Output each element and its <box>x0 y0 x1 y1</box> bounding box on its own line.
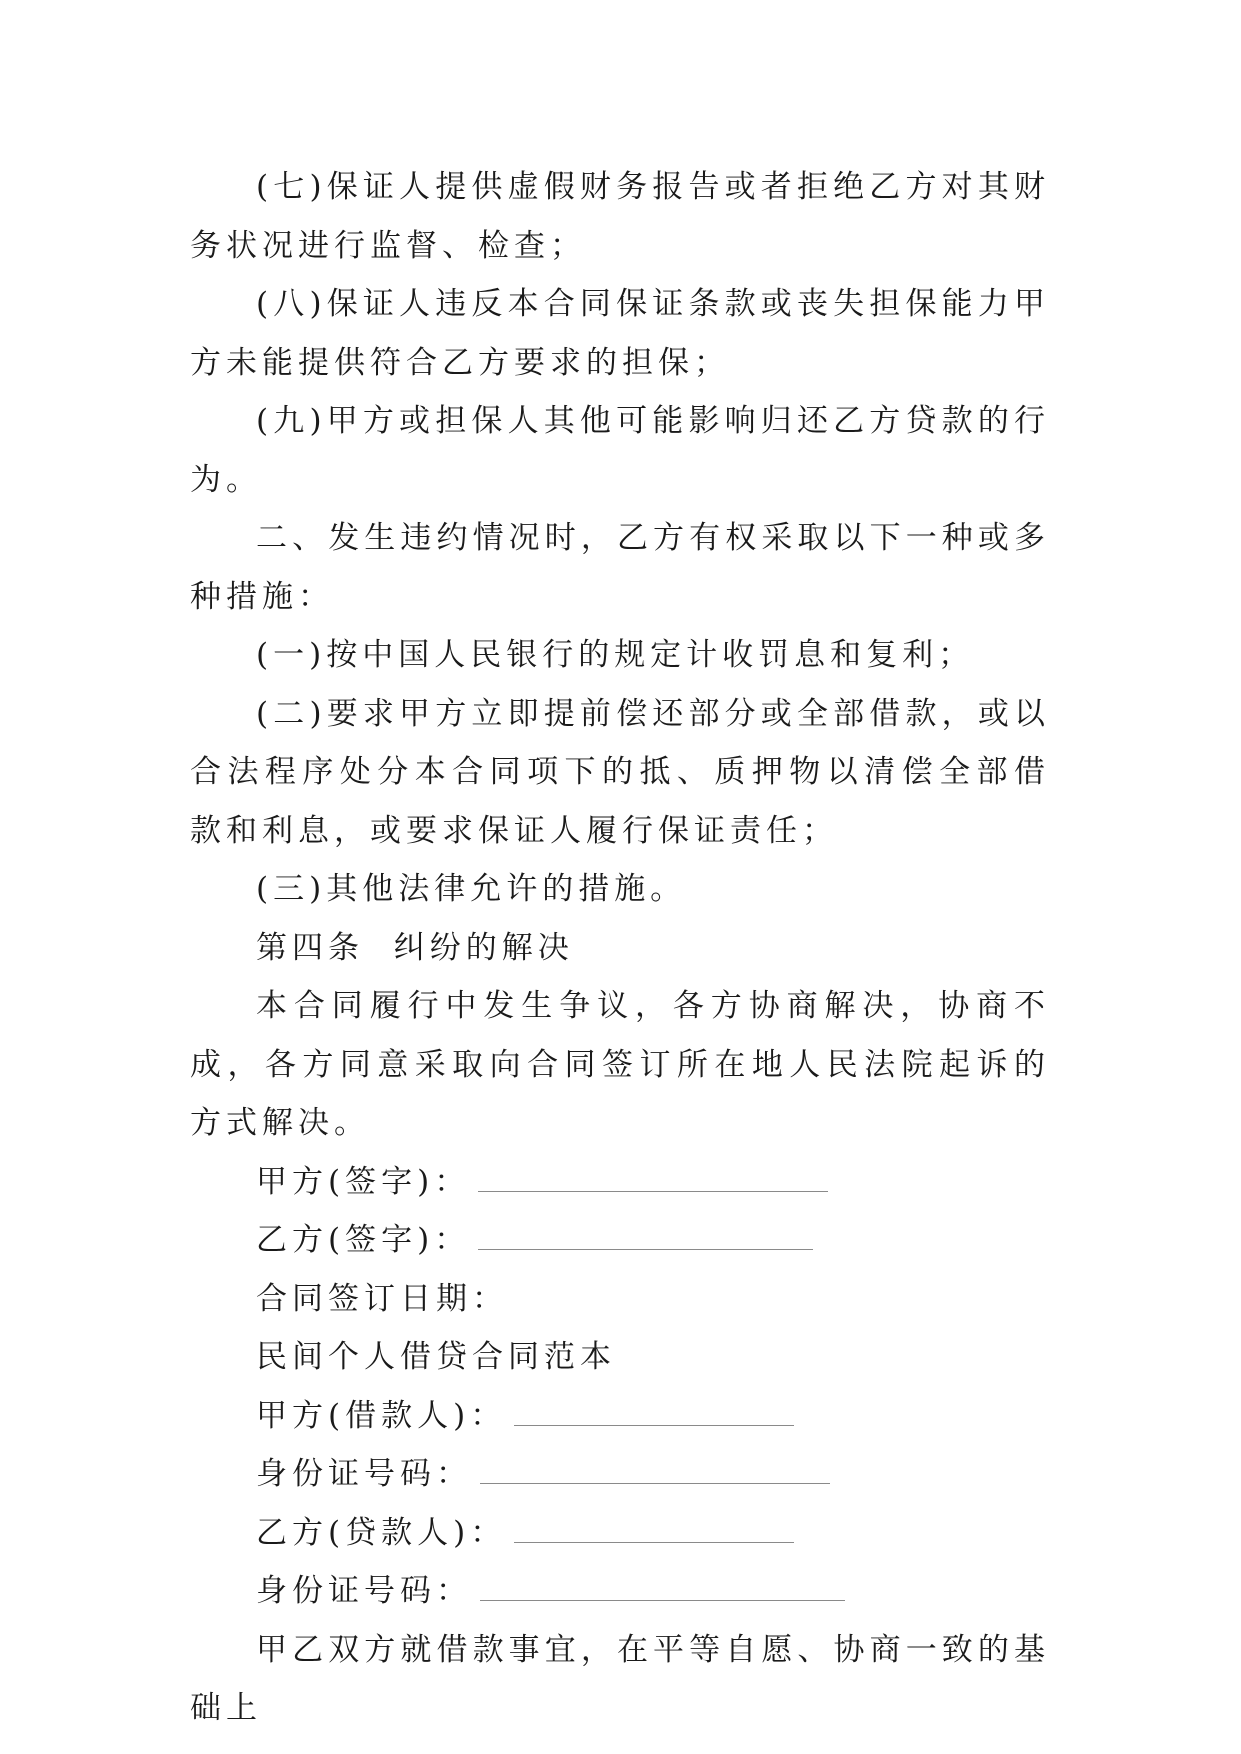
party-a-signature-line <box>190 1153 1050 1212</box>
borrower-blank <box>514 1407 794 1426</box>
lender-id-line <box>190 1562 1050 1621</box>
lender-blank <box>514 1524 794 1543</box>
contract-date-line <box>190 1270 1050 1329</box>
measure-3-paragraph: (三)其他法律允许的措施。 <box>256 871 687 907</box>
dispute-resolution-paragraph: 本合同履行中发生争议，各方协商解决，协商不成，各方同意采取向合同签订所在地人民法院起诉的方式解决。 <box>190 988 1050 1141</box>
contract-date-label: 合同签订日期： <box>256 1280 508 1317</box>
closing-paragraph: 甲乙双方就借款事宜，在平等自愿、协商一致的基础上 <box>190 1631 1050 1726</box>
default-measures-paragraph: 二、发生违约情况时，乙方有权采取以下一种或多种措施： <box>190 520 1050 615</box>
borrower-id-label: 身份证号码： <box>256 1456 472 1492</box>
party-b-signature-line <box>190 1211 1050 1270</box>
borrower-id-line <box>190 1445 1050 1504</box>
lender-id-label: 身份证号码： <box>256 1573 472 1609</box>
borrower-line <box>190 1387 1050 1446</box>
party-a-signature-label: 甲方(签字)： <box>256 1163 471 1200</box>
party-b-signature-blank <box>478 1231 813 1250</box>
document-body <box>190 158 1050 1738</box>
lender-line <box>190 1504 1050 1563</box>
clause-7-paragraph: (七)保证人提供虚假财务报告或者拒绝乙方对其财务状况进行监督、检查； <box>190 169 1050 264</box>
article-4-heading: 第四条 纠纷的解决 <box>256 929 574 966</box>
measure-2-paragraph: (二)要求甲方立即提前偿还部分或全部借款，或以合法程序处分本合同项下的抵、质押物以清偿全部借款和利息，或要求保证人履行保证责任； <box>190 695 1050 849</box>
measure-1-paragraph: (一)按中国人民银行的规定计收罚息和复利； <box>256 637 975 673</box>
borrower-label: 甲方(借款人)： <box>256 1397 507 1434</box>
lender-label: 乙方(贷款人)： <box>256 1514 507 1551</box>
lender-id-blank <box>480 1582 845 1601</box>
borrower-id-blank <box>480 1465 830 1484</box>
template-title: 民间个人借贷合同范本 <box>256 1339 616 1375</box>
clause-8-paragraph: (八)保证人违反本合同保证条款或丧失担保能力甲方未能提供符合乙方要求的担保； <box>190 286 1050 381</box>
clause-9-paragraph: (九)甲方或担保人其他可能影响归还乙方贷款的行为。 <box>190 403 1050 498</box>
party-b-signature-label: 乙方(签字)： <box>256 1222 471 1258</box>
party-a-signature-blank <box>478 1173 828 1192</box>
